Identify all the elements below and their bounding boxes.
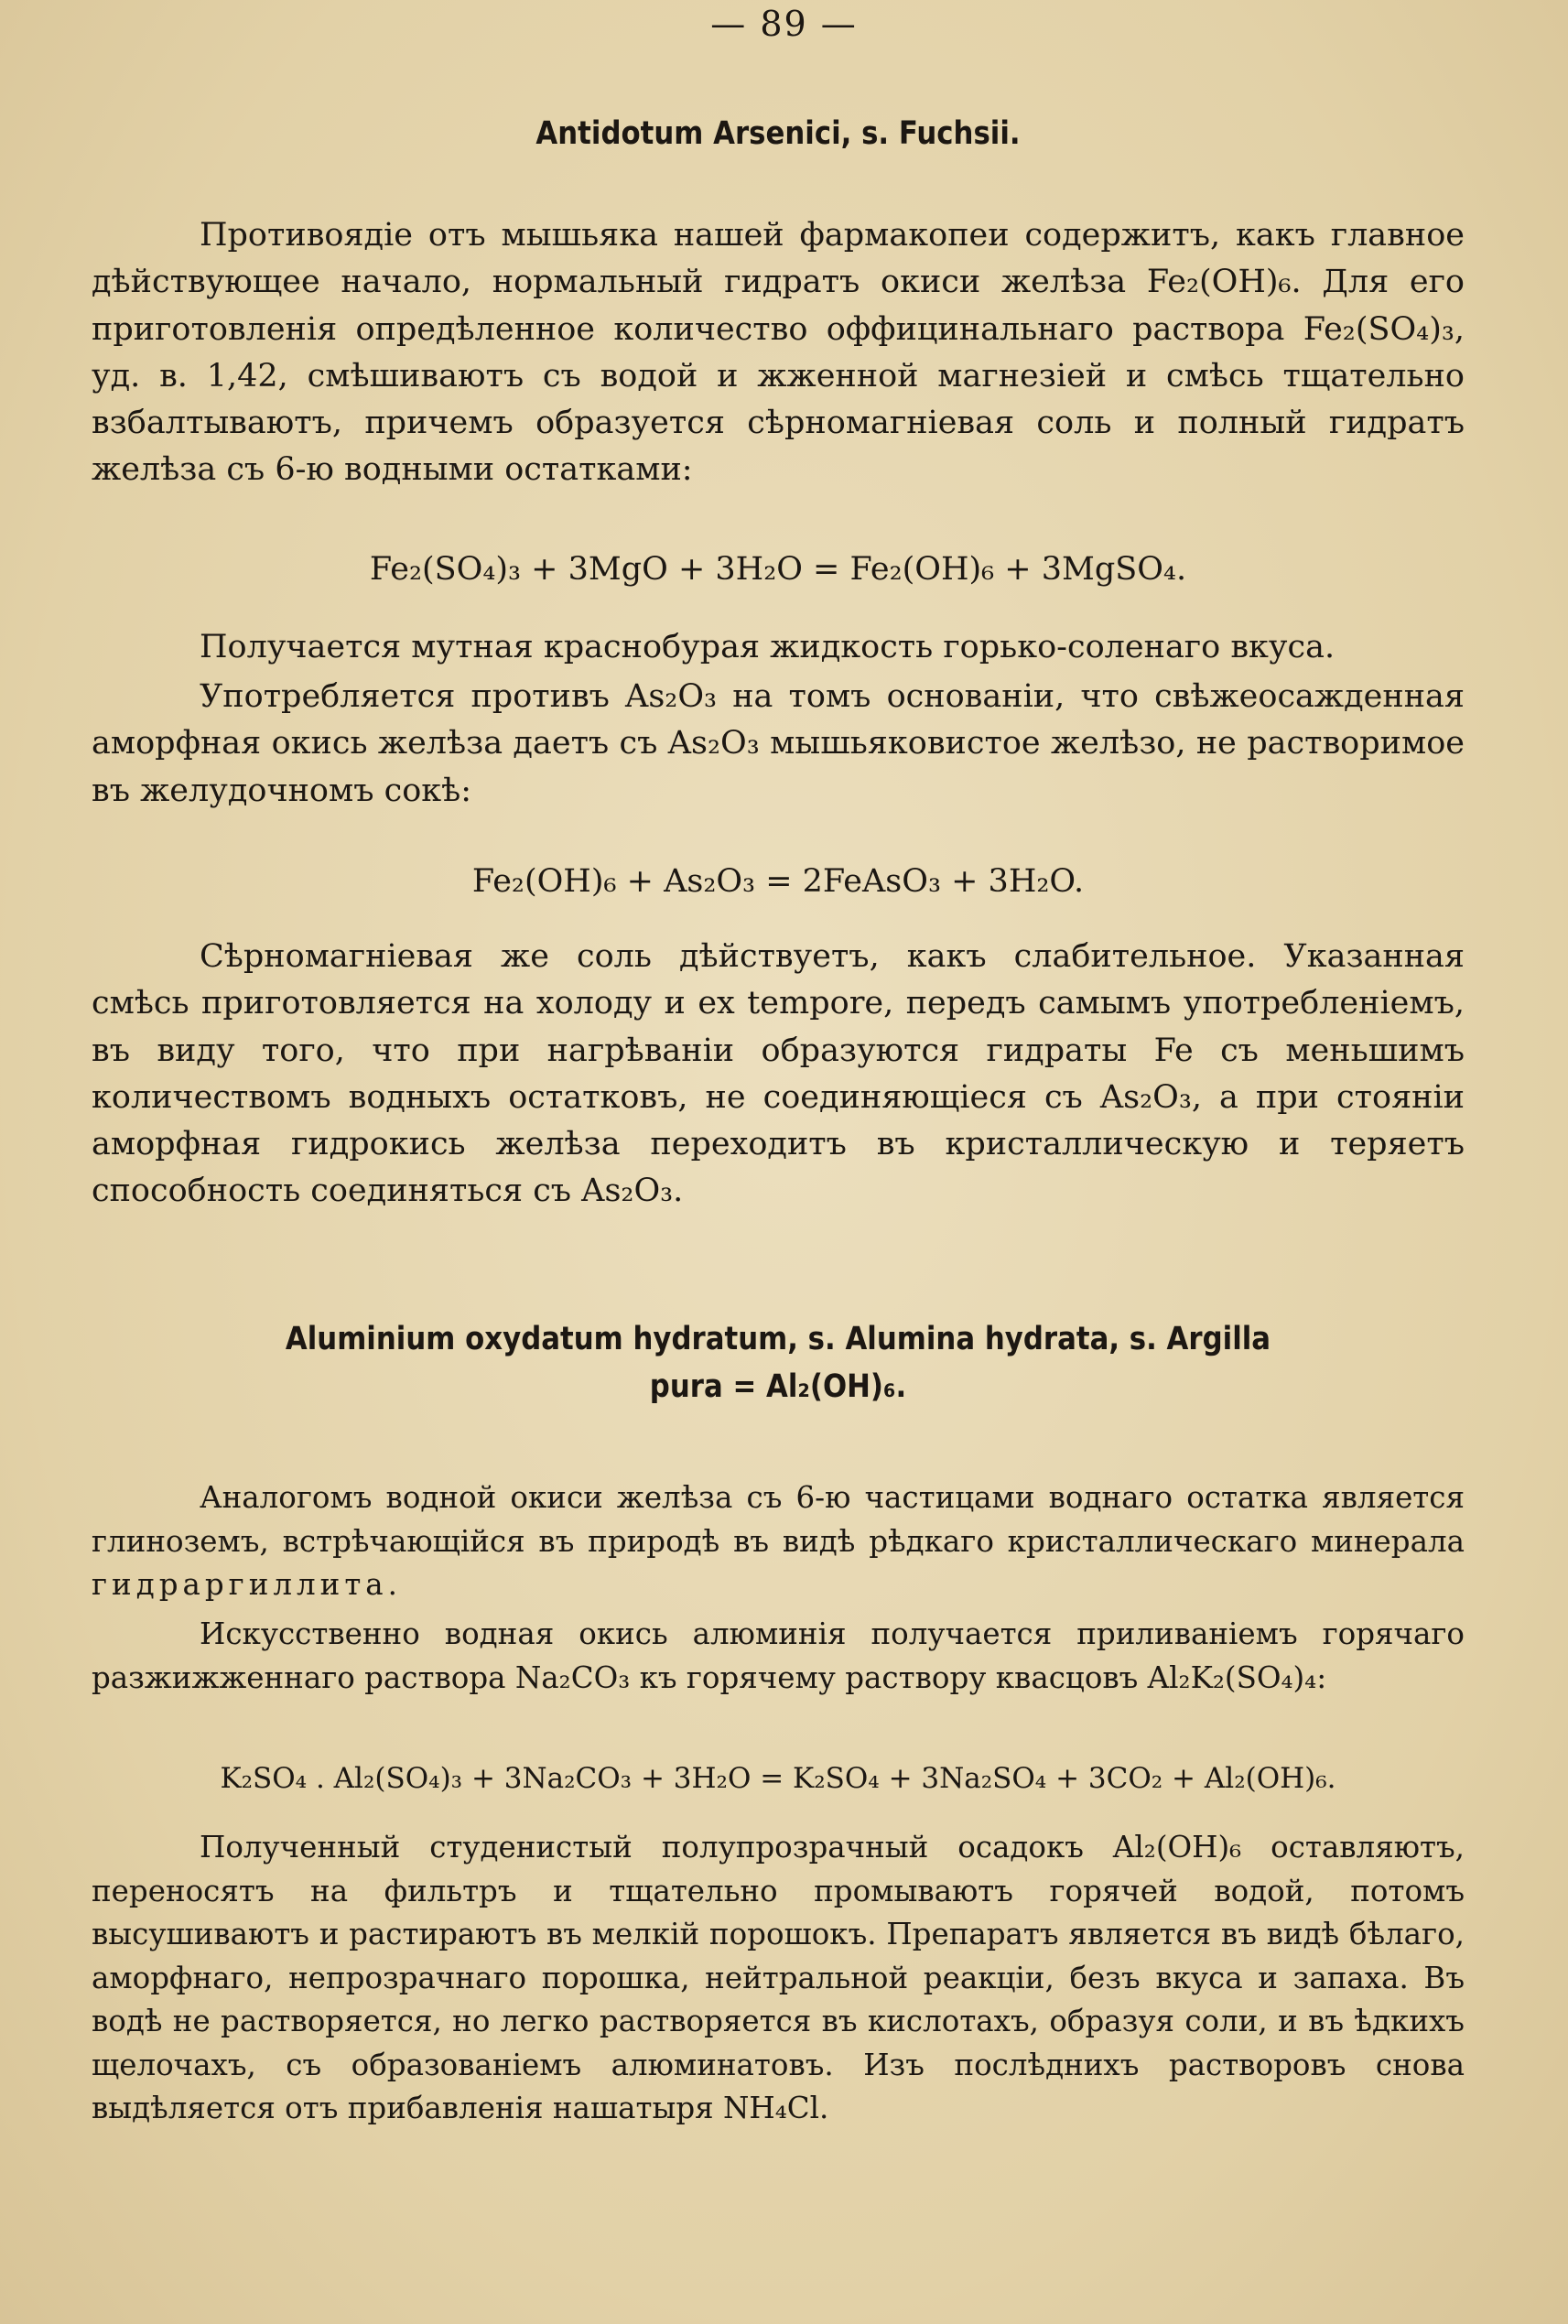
paragraph-used-against-as2o3: Употребляется противъ As₂O₃ на томъ основаніи, что свѣжеосажденная аморфная окись желѣза даетъ съ As₂O₃ мышьяковистое желѣзо, не растворимое въ желудочномъ сокѣ: xyxy=(92,678,1465,809)
page-number: — 89 — xyxy=(710,4,858,44)
paragraph-turbid-liquid: Получается мутная краснобурая жидкость горько-соленаго вкуса. xyxy=(200,629,1336,665)
paragraph-laxative: Сѣрномагніевая же соль дѣйствуетъ, какъ слабительное. Указанная смѣсь приготовляется на холоду и ex tempore, передъ самымъ употребленіемъ, въ виду того, что при нагрѣваніи образуются гидраты Fe съ меньшимъ количествомъ водныхъ остатковъ, не соединяющіеся съ As₂O₃, а при стояніи аморфная гидрокись желѣза переходитъ въ кристаллическую и теряетъ способность соединяться съ As₂O₃. xyxy=(92,938,1465,1210)
paragraph-artificial-preparation: Искусственно водная окись алюминія получается приливаніемъ горячаго разжижженнаго раствора Na₂CO₃ къ горячему раствору квасцовъ Al₂K₂(SO₄)₄: xyxy=(92,1616,1465,1695)
section-title-aluminium-line1: Aluminium oxydatum hydratum, s. Alumina hydrata, s. Argilla xyxy=(285,1321,1271,1357)
alumina-analog-text: Аналогомъ водной окиси желѣза съ 6-ю частицами воднаго остатка является глиноземъ, встрѣчающійся въ природѣ въ видѣ рѣдкаго кристаллическаго минерала xyxy=(92,1480,1465,1559)
section-title-aluminium-line2: pura = Al₂(OH)₆. xyxy=(649,1368,907,1405)
section-title-aluminium xyxy=(174,1315,1382,1411)
mineral-name-hydrargillite: гидраргиллита. xyxy=(92,1567,403,1602)
paragraph-antidotum-intro: Противоядіе отъ мышьяка нашей фармакопеи содержитъ, какъ главное дѣйствующее начало, нормальный гидратъ окиси желѣза Fe₂(OH)₆. Для его приготовленія опредѣленное количество оффицинальнаго раствора Fe₂(SO₄)₃, уд. в. 1,42, смѣшиваютъ съ водой и жженной магнезіей и смѣсь тщательно взбалтываютъ, причемъ образуется сѣрномагніевая соль и полный гидратъ желѣза съ 6-ю водными остатками: xyxy=(92,217,1465,489)
equation-fe2oh6-as2o3: Fe₂(OH)₆ + As₂O₃ = 2FeAsO₃ + 3H₂O. xyxy=(471,863,1085,900)
paragraph-precipitate-properties: Полученный студенистый полупрозрачный осадокъ Al₂(OH)₆ оставляютъ, переносятъ на фильтръ и тщательно промываютъ горячей водой, потомъ высушиваютъ и растираютъ въ мелкій порошокъ. Препаратъ является въ видѣ бѣлаго, аморфнаго, непрозрачнаго порошка, нейтральной реакціи, безъ вкуса и запаха. Въ водѣ не растворяется, но легко растворяется въ кислотахъ, образуя соли, и въ ѣдкихъ щелочахъ, съ образованіемъ алюминатовъ. Изъ послѣднихъ растворовъ снова выдѣляется отъ прибавленія нашатыря NH₄Cl. xyxy=(92,1830,1465,2125)
equation-fe2so43-mgo: Fe₂(SO₄)₃ + 3MgO + 3H₂O = Fe₂(OH)₆ + 3MgSO₄. xyxy=(369,551,1187,588)
section-title-antidotum: Antidotum Arsenici, s. Fuchsii. xyxy=(535,115,1021,152)
paragraph-alumina-analog xyxy=(92,1476,1465,1607)
equation-alum-na2co3: K₂SO₄ . Al₂(SO₄)₃ + 3Na₂CO₃ + 3H₂O = K₂SO₄ + 3Na₂SO₄ + 3CO₂ + Al₂(OH)₆. xyxy=(220,1762,1336,1795)
